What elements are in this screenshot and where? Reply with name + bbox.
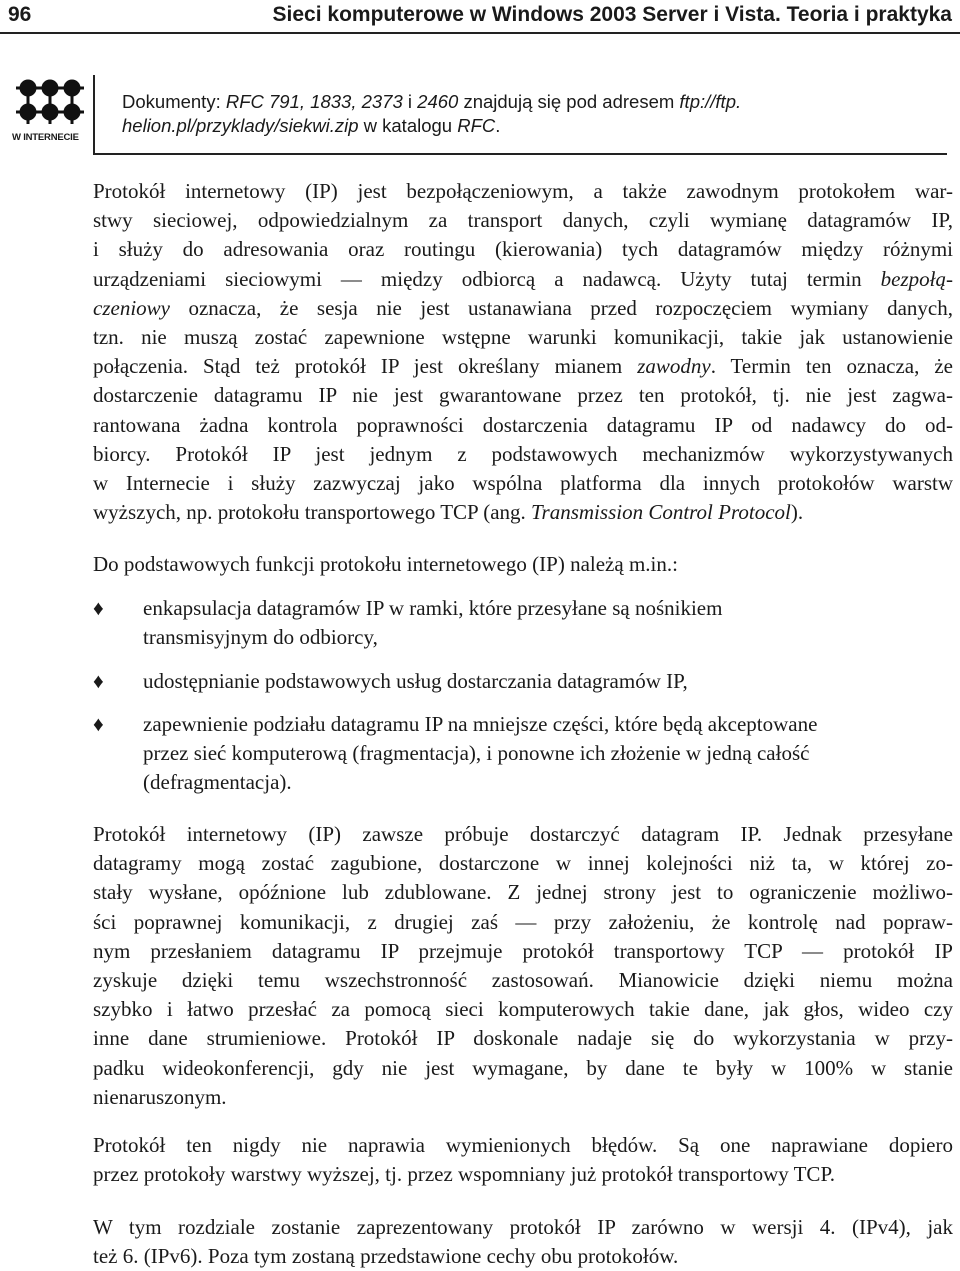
page-header [0, 0, 960, 34]
note-text [122, 90, 922, 138]
paragraph-5: W tym rozdziale zostanie zaprezentowany protokół IP zarówno w wersji 4. (IPv4), jak też 6. (IPv6). Poza tym zostaną przedstawione cechy obu protokołów. [93, 1215, 953, 1269]
paragraph-4: Protokół ten nigdy nie naprawia wymienionych błędów. Są one naprawiane dopiero przez protokoły warstwy wyższej, tj. przez wspomniany już protokół transportowy TCP. [93, 1133, 953, 1187]
bullet-icon: ♦ [93, 596, 104, 620]
bullet-icon: ♦ [93, 712, 104, 736]
page-number: 96 [8, 3, 32, 26]
paragraph-2: Do podstawowych funkcji protokołu internetowego (IP) należą m.in.: [93, 552, 678, 576]
paragraph-3: Protokół internetowy (IP) zawsze próbuje dostarczyć datagram IP. Jednak przesyłane datagramy mogą zostać zagubione, dostarczone w innej kolejności niż ta, w której zo- stały wysłane, opóźnione lub zdublowane. Z jednej strony jest to ograniczenie możliwo- ści poprawnej komunikacji, z drugiej zaś — przy założeniu, że kontrolę nad popraw- nym przesłaniem datagramu IP przejmuje protokół transportowy TCP — protokół IP zyskuje dzięki temu wszechstronność zastosowań. Mianowicie dzięki niemu można szybko i łatwo przesłać za pomocą sieci komputerowych takie dane, jak głos, wideo czy inne dane strumieniowe. Protokół IP doskonale nadaje się do wykorzystania w przy- padku wideokonferencji, gdy nie jest wymagane, by dane te były w 100% w stanie nienaruszonym. [93, 822, 953, 1109]
paragraph-1: Protokół internetowy (IP) jest bezpołączeniowym, a także zawodnym protokołem war- stwy sieciowej, odpowiedzialnym za transport danych, czyli wymianę datagramów IP, i służy do adresowania oraz routingu (kierowania) tych datagramów między różnymi urządzeniami sieciowymi — między odbiorcą a nadawcą. Użyty tutaj termin bezpołą- czeniowy oznacza, że sesja nie jest ustanawiana przed rozpoczęciem wymiany danych, tzn. nie muszą zostać zapewnione wstępne warunki komunikacji, takie jak ustanowienie połączenia. Stąd też protokół IP jest określany mianem zawodny. Termin ten oznacza, że dostarczenie datagramu IP nie jest gwarantowane przez ten protokół, tj. nie jest zagwa- rantowana żadna kontrola poprawności dostarczenia datagramu IP od nadawcy do od- biorcy. Protokół IP jest jednym z podstawowych mechanizmów wykorzystywanych w Internecie i służy zazwyczaj jako wspólna platforma dla innych protokołów warstw wyższych, np. protokołu transportowego TCP (ang. Transmission Control Protocol). [93, 179, 953, 525]
running-title: Sieci komputerowe w Windows 2003 Server i Vista. Teoria i praktyka [272, 3, 952, 26]
note-line: Dokumenty: RFC 791, 1833, 2373 i 2460 znajdują się pod adresem ftp://ftp. [122, 91, 742, 112]
logo-label: W INTERNECIE [12, 132, 79, 143]
bullet-icon: ♦ [93, 669, 104, 693]
note-line: helion.pl/przyklady/siekwi.zip w katalogu RFC. [122, 115, 501, 136]
